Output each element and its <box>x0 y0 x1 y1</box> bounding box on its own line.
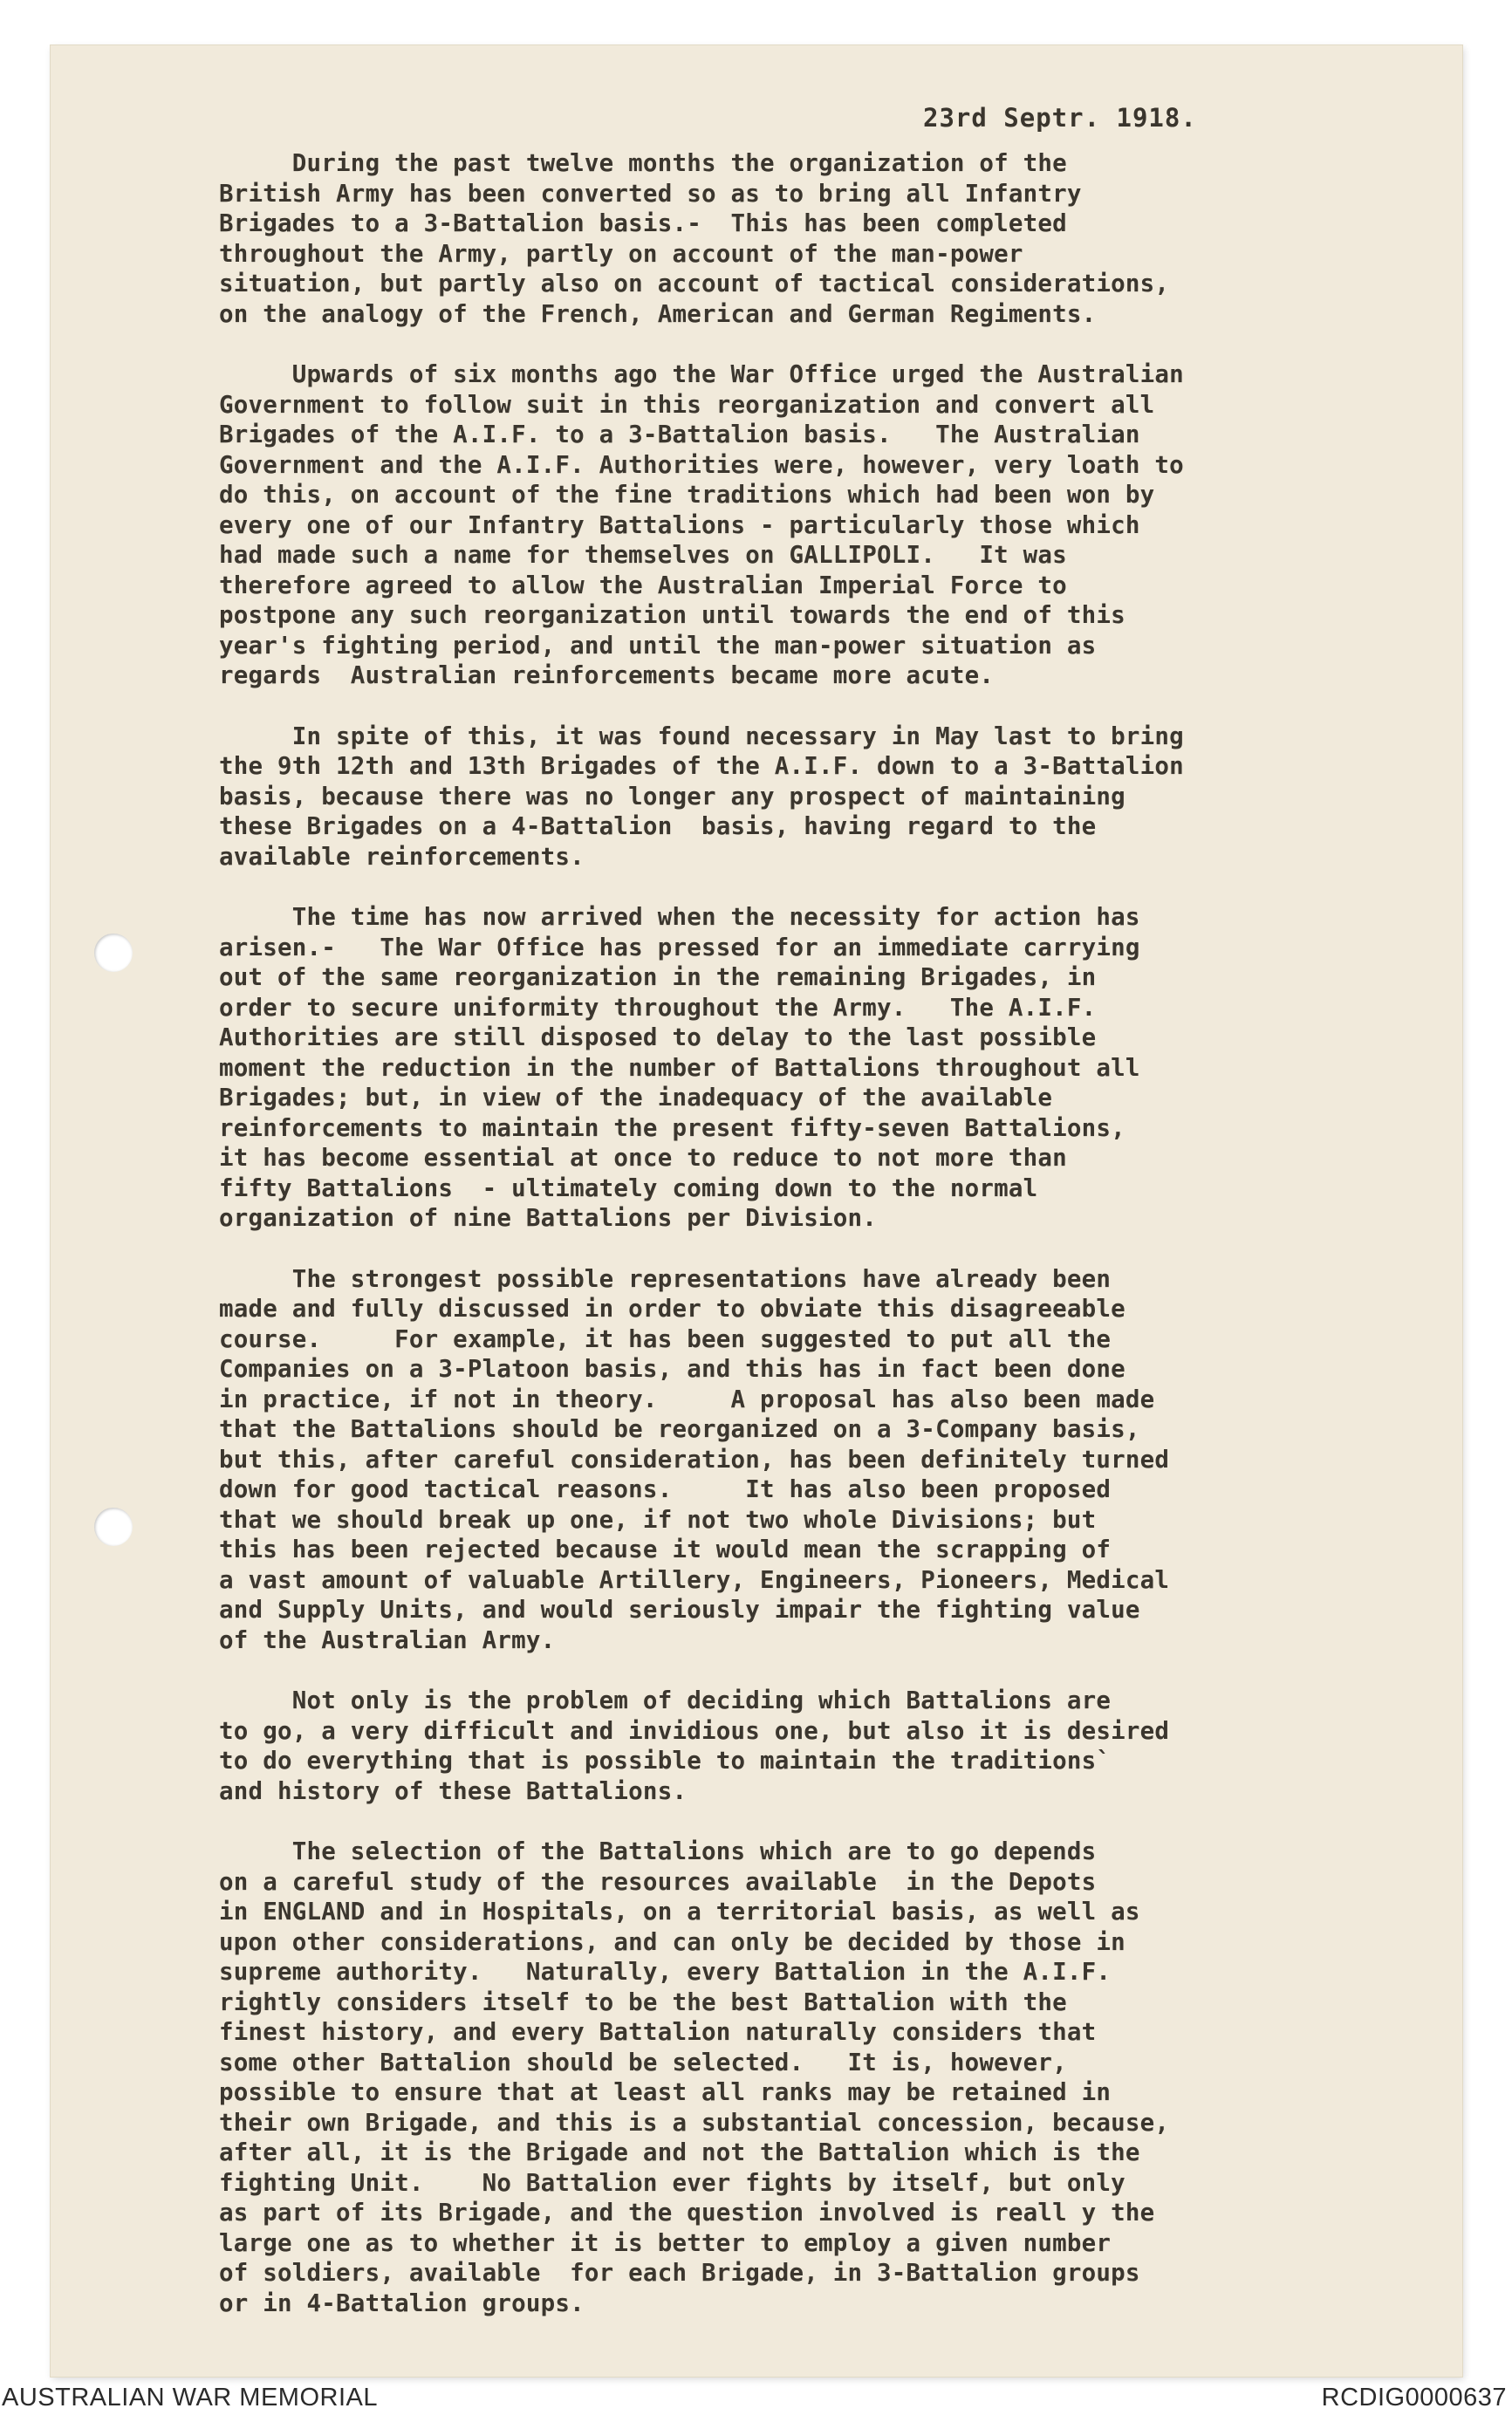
paragraph: The time has now arrived when the necessity for action has arisen.- The War Office has pressed for an immediate carrying out of the same reorganization in the remaining Brigades, in order to secure uniformity throughout the Army. The A.I.F. Authorities are still disposed to delay to the last possible moment the reduction in the number of Battalions throughout all Brigades; but, in view of the inadequacy of the available reinforcements to maintain the present fifty-seven Battalions, it has become essential at once to reduce to not more than fifty Battalions - ultimately coming down to the normal organization of nine Battalions per Division. <box>219 903 1140 1232</box>
document-body <box>219 148 1397 2349</box>
paragraph: During the past twelve months the organization of the British Army has been converted so as to bring all Infantry Brigades to a 3-Battalion basis.- This has been completed throughout the Army, partly on account of the man-power situation, but partly also on account of tactical considerations, on the analogy of the French, American and German Regiments. <box>219 149 1170 328</box>
punch-hole <box>94 1508 133 1546</box>
institution-caption: AUSTRALIAN WAR MEMORIAL <box>2 2384 378 2412</box>
paragraph: The strongest possible representations have already been made and fully discussed in order to obviate this disagreeable course. For example, it has been suggested to put all the Companies on a 3-Platoon basis, and this has in fact been done in practice, if not in theory. A proposal has also been made that the Battalions should be reorganized on a 3-Company basis, but this, after careful consideration, has been definitely turned down for good tactical reasons. It has also been proposed that we should break up one, if not two whole Divisions; but this has been rejected because it would mean the scrapping of a vast amount of valuable Artillery, Engineers, Pioneers, Medical and Supply Units, and would seriously impair the fighting value of the Australian Army. <box>219 1264 1170 1654</box>
paragraph: In spite of this, it was found necessary in May last to bring the 9th 12th and 13th Brigades of the A.I.F. down to a 3-Battalion basis, because there was no longer any prospect of maintaining these Brigades on a 4-Battalion basis, having regard to the available reinforcements. <box>219 722 1184 871</box>
catalogue-id-caption: RCDIG0000637 <box>1321 2384 1507 2412</box>
document-date: 23rd Septr. 1918. <box>923 103 1197 133</box>
paragraph: Upwards of six months ago the War Office urged the Australian Government to follow suit in this reorganization and convert all Brigades of the A.I.F. to a 3-Battalion basis. The Australian Government and the A.I.F. Authorities were, however, very loath to do this, on account of the fine traditions which had been won by every one of our Infantry Battalions - particularly those which had made such a name for themselves on GALLIPOLI. It was therefore agreed to allow the Australian Imperial Force to postpone any such reorganization until towards the end of this year's fighting period, and until the man-power situation as regards Australian reinforcements became more acute. <box>219 360 1184 689</box>
paragraph: The selection of the Battalions which are to go depends on a careful study of the resources available in the Depots in ENGLAND and in Hospitals, on a territorial basis, as well as upon other considerations, and can only be decided by those in supreme authority. Naturally, every Battalion in the A.I.F. rightly considers itself to be the best Battalion with the finest history, and every Battalion naturally considers that some other Battalion should be selected. It is, however, possible to ensure that at least all ranks may be retained in their own Brigade, and this is a substantial concession, because, after all, it is the Brigade and not the Battalion which is the fighting Unit. No Battalion ever fights by itself, but only as part of its Brigade, and the question involved is reall y the large one as to whether it is better to employ a given number of soldiers, available for each Brigade, in 3-Battalion groups or in 4-Battalion groups. <box>219 1837 1170 2317</box>
punch-hole <box>94 934 133 972</box>
paragraph: Not only is the problem of deciding which Battalions are to go, a very difficult and invidious one, but also it is desired to do everything that is possible to maintain the traditions` and history of these Battalions. <box>219 1687 1170 1805</box>
